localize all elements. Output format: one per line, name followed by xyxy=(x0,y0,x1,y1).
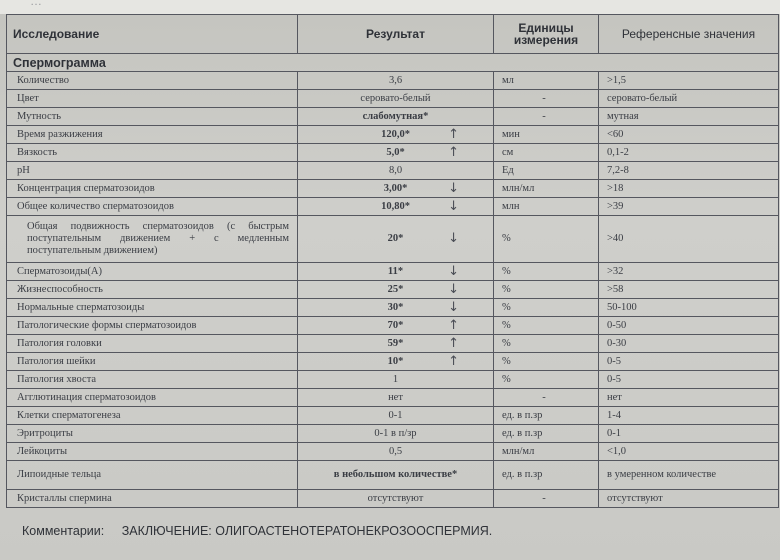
cut-off-text: … xyxy=(30,0,42,8)
test-name: Эритроциты xyxy=(7,425,298,443)
result-value: 120,0* xyxy=(381,128,410,140)
table-row xyxy=(7,317,779,335)
result-value: 25* xyxy=(387,283,404,295)
reference-value: 1-4 xyxy=(599,407,779,425)
table-row xyxy=(7,425,779,443)
result-value: отсутствуют xyxy=(367,492,424,504)
result-value: 59* xyxy=(387,337,404,349)
table-row xyxy=(7,371,779,389)
reference-value: >40 xyxy=(599,216,779,263)
header-result: Результат xyxy=(298,15,494,54)
test-unit: % xyxy=(494,299,599,317)
section-title: Спермограмма xyxy=(7,54,779,72)
reference-value: 0-30 xyxy=(599,335,779,353)
table-row xyxy=(7,389,779,407)
results-table xyxy=(6,14,779,508)
result-value: 8,0 xyxy=(388,164,403,176)
test-result xyxy=(298,108,494,126)
test-result xyxy=(298,216,494,263)
test-name: Количество xyxy=(7,72,298,90)
test-name: Лейкоциты xyxy=(7,443,298,461)
test-unit: - xyxy=(494,490,599,508)
test-name: Общая подвижность сперматозоидов (с быстрым поступательным движением + с медленным поступательным движением) xyxy=(7,216,298,263)
test-name: Липоидные тельца xyxy=(7,461,298,490)
table-row xyxy=(7,490,779,508)
reference-value: нет xyxy=(599,389,779,407)
result-value: серовато-белый xyxy=(360,92,431,104)
reference-value: >32 xyxy=(599,263,779,281)
test-name: Общее количество сперматозоидов xyxy=(7,198,298,216)
result-value: 3,00* xyxy=(383,182,408,194)
reference-value: мутная xyxy=(599,108,779,126)
arrow-down-icon: ↓ xyxy=(448,263,459,279)
reference-value: <60 xyxy=(599,126,779,144)
table-row xyxy=(7,263,779,281)
test-unit: % xyxy=(494,263,599,281)
test-name: Концентрация сперматозоидов xyxy=(7,180,298,198)
arrow-down-icon: ↓ xyxy=(448,180,459,196)
table-row xyxy=(7,353,779,371)
header-test: Исследование xyxy=(7,15,298,54)
test-result xyxy=(298,335,494,353)
arrow-up-icon: ↑ xyxy=(448,126,459,142)
reference-value: <1,0 xyxy=(599,443,779,461)
header-reference: Референсные значения xyxy=(599,15,779,54)
test-unit: - xyxy=(494,90,599,108)
reference-value: 50-100 xyxy=(599,299,779,317)
test-result xyxy=(298,425,494,443)
result-value: 30* xyxy=(387,301,404,313)
table-row xyxy=(7,180,779,198)
table-row xyxy=(7,72,779,90)
test-unit: % xyxy=(494,281,599,299)
test-name: Патология головки xyxy=(7,335,298,353)
table-row xyxy=(7,299,779,317)
arrow-up-icon: ↑ xyxy=(448,335,459,351)
arrow-up-icon: ↑ xyxy=(448,353,459,369)
test-name: Патологические формы сперматозоидов xyxy=(7,317,298,335)
test-result xyxy=(298,126,494,144)
test-unit: % xyxy=(494,317,599,335)
result-value: 1 xyxy=(392,373,399,385)
result-value: 0-1 в п/зр xyxy=(374,427,417,439)
arrow-up-icon: ↑ xyxy=(448,317,459,333)
test-result xyxy=(298,407,494,425)
result-value: нет xyxy=(388,391,403,403)
result-value: слабомутная* xyxy=(362,110,429,122)
arrow-up-icon: ↑ xyxy=(448,144,459,160)
test-unit: % xyxy=(494,353,599,371)
test-result xyxy=(298,353,494,371)
test-result xyxy=(298,461,494,490)
reference-value: >18 xyxy=(599,180,779,198)
test-name: Патология шейки xyxy=(7,353,298,371)
result-value: 0,5 xyxy=(388,445,403,457)
test-result xyxy=(298,198,494,216)
reference-value: отсутствуют xyxy=(599,490,779,508)
result-value: 10* xyxy=(387,355,404,367)
test-name: Клетки сперматогенеза xyxy=(7,407,298,425)
arrow-down-icon: ↓ xyxy=(448,281,459,297)
reference-value: 0-1 xyxy=(599,425,779,443)
test-result xyxy=(298,144,494,162)
reference-value: 7,2-8 xyxy=(599,162,779,180)
test-result xyxy=(298,90,494,108)
table-row xyxy=(7,90,779,108)
test-name: Патология хвоста xyxy=(7,371,298,389)
table-row xyxy=(7,144,779,162)
comment-text: ЗАКЛЮЧЕНИЕ: ОЛИГОАСТЕНОТЕРАТОНЕКРОЗООСПЕРМИЯ. xyxy=(121,524,493,538)
result-value: 5,0* xyxy=(386,146,405,158)
test-unit: ед. в п.зр xyxy=(494,461,599,490)
test-unit: ед. в п.зр xyxy=(494,407,599,425)
reference-value: серовато-белый xyxy=(599,90,779,108)
test-unit: - xyxy=(494,108,599,126)
arrow-down-icon: ↓ xyxy=(448,231,459,246)
test-name: Сперматозоиды(А) xyxy=(7,263,298,281)
test-unit: % xyxy=(494,371,599,389)
test-name: Цвет xyxy=(7,90,298,108)
test-result xyxy=(298,317,494,335)
test-unit: млн/мл xyxy=(494,443,599,461)
test-unit: мин xyxy=(494,126,599,144)
reference-value: 0-5 xyxy=(599,353,779,371)
result-value: 10,80* xyxy=(381,200,410,212)
test-result xyxy=(298,72,494,90)
test-unit: см xyxy=(494,144,599,162)
reference-value: >39 xyxy=(599,198,779,216)
reference-value: >58 xyxy=(599,281,779,299)
test-name: Мутность xyxy=(7,108,298,126)
test-name: pH xyxy=(7,162,298,180)
test-result xyxy=(298,389,494,407)
test-result xyxy=(298,263,494,281)
test-result xyxy=(298,443,494,461)
result-value: 11* xyxy=(387,265,404,277)
test-name: Нормальные сперматозоиды xyxy=(7,299,298,317)
test-name: Агглютинация сперматозоидов xyxy=(7,389,298,407)
table-row xyxy=(7,407,779,425)
arrow-down-icon: ↓ xyxy=(448,198,459,214)
result-value: 20* xyxy=(387,233,404,244)
test-result xyxy=(298,162,494,180)
test-name: Кристаллы спермина xyxy=(7,490,298,508)
reference-value: 0,1-2 xyxy=(599,144,779,162)
test-name: Вязкость xyxy=(7,144,298,162)
comment-block xyxy=(22,524,492,538)
table-row xyxy=(7,216,779,263)
result-value: в небольшом количестве* xyxy=(333,469,458,480)
reference-value: 0-50 xyxy=(599,317,779,335)
test-result xyxy=(298,180,494,198)
test-result xyxy=(298,490,494,508)
table-row xyxy=(7,461,779,490)
result-value: 3,6 xyxy=(388,74,403,86)
test-unit: млн xyxy=(494,198,599,216)
header-units: Единицы измерения xyxy=(494,15,599,54)
table-row xyxy=(7,443,779,461)
table-row xyxy=(7,281,779,299)
test-name: Жизнеспособность xyxy=(7,281,298,299)
test-result xyxy=(298,299,494,317)
section-row xyxy=(7,54,779,72)
test-unit: % xyxy=(494,335,599,353)
reference-value: >1,5 xyxy=(599,72,779,90)
test-result xyxy=(298,371,494,389)
test-result xyxy=(298,281,494,299)
table-row xyxy=(7,108,779,126)
arrow-down-icon: ↓ xyxy=(448,299,459,315)
test-name: Время разжижения xyxy=(7,126,298,144)
table-row xyxy=(7,335,779,353)
result-value: 70* xyxy=(387,319,404,331)
comment-label: Комментарии: xyxy=(22,524,105,538)
test-unit: - xyxy=(494,389,599,407)
table-row xyxy=(7,126,779,144)
table-row xyxy=(7,162,779,180)
table-row xyxy=(7,198,779,216)
table-header-row xyxy=(7,15,779,54)
test-unit: % xyxy=(494,216,599,263)
test-unit: мл xyxy=(494,72,599,90)
test-unit: ед. в п.зр xyxy=(494,425,599,443)
reference-value: в умеренном количестве xyxy=(599,461,779,490)
previous-page-edge xyxy=(0,0,780,14)
test-unit: млн/мл xyxy=(494,180,599,198)
test-unit: Ед xyxy=(494,162,599,180)
result-value: 0-1 xyxy=(388,409,403,421)
reference-value: 0-5 xyxy=(599,371,779,389)
